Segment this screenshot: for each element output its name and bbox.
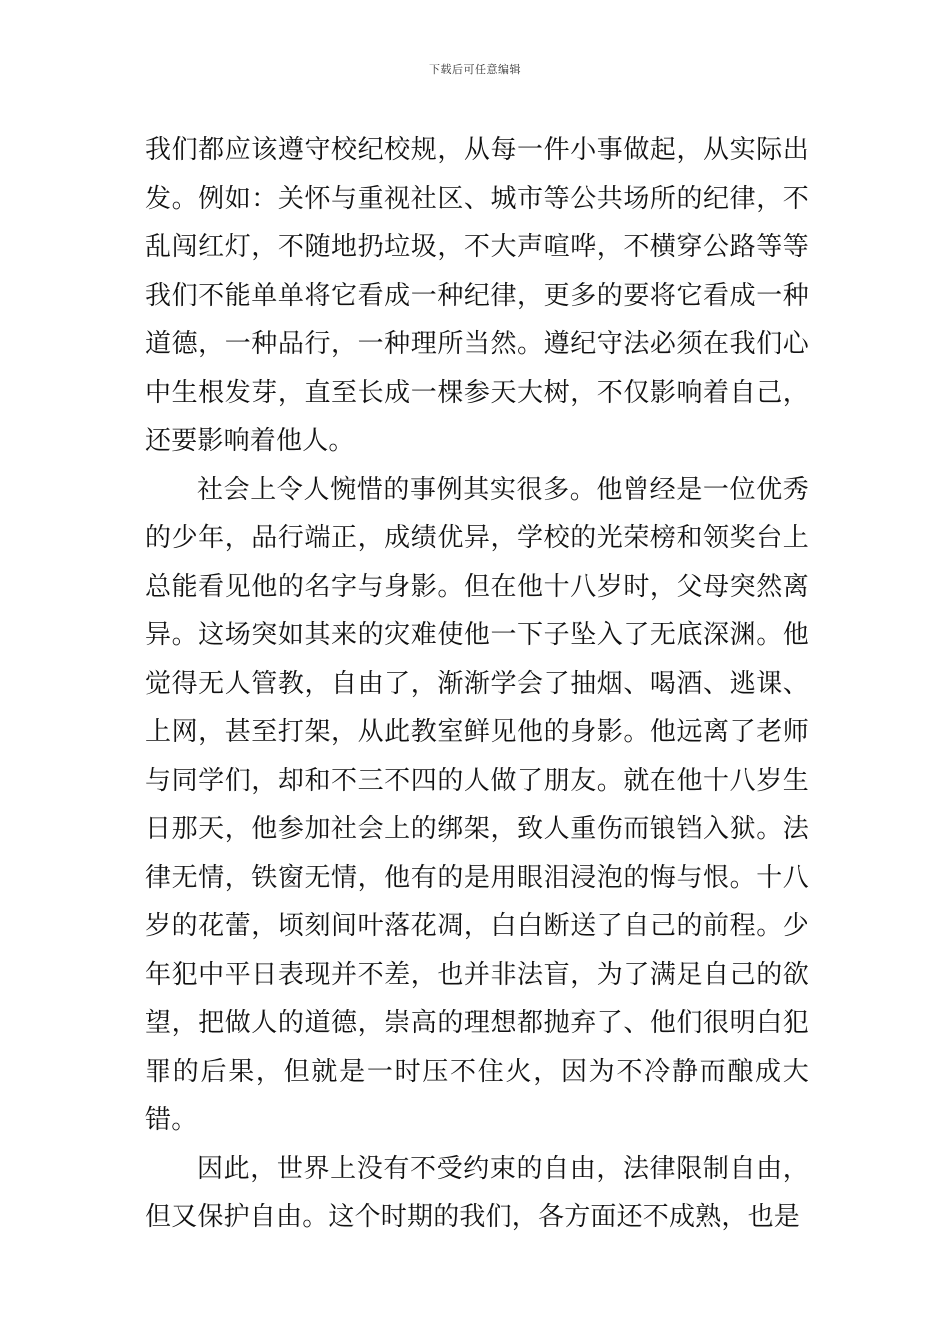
paragraph-2: 社会上令人惋惜的事例其实很多。他曾经是一位优秀的少年，品行端正，成绩优异，学校的光荣榜和领奖台上总能看见他的名字与身影。但在他十八岁时，父母突然离异。这场突如其来的灾难使他一下子坠入了无底深渊。他觉得无人管教，自由了，渐渐学会了抽烟、喝酒、逃课、上网，甚至打架，从此教室鲜见他的身影。他远离了老师与同学们，却和不三不四的人做了朋友。就在他十八岁生日那天，他参加社会上的绑架，致人重伤而锒铛入狱。法律无情，铁窗无情，他有的是用眼泪浸泡的悔与恨。十八岁的花蕾，顷刻间叶落花凋，白白断送了自己的前程。少年犯中平日表现并不差，也并非法盲，为了满足自己的欲望，把做人的道德，崇高的理想都抛弃了、他们很明白犯罪的后果，但就是一时压不住火，因为不冷静而酿成大错。 — [145, 474, 809, 1135]
paragraph-3: 因此，世界上没有不受约束的自由，法律限制自由，但又保护自由。这个时期的我们，各方面还不成熟，也是 — [145, 1153, 809, 1232]
paragraph-1: 我们都应该遵守校纪校规，从每一件小事做起，从实际出发。例如：关怀与重视社区、城市等公共场所的纪律，不乱闯红灯，不随地扔垃圾，不大声喧哗，不横穿公路等等我们不能单单将它看成一种纪律，更多的要将它看成一种道德，一种品行，一种理所当然。遵纪守法必须在我们心中生根发芽，直至长成一棵参天大树，不仅影响着自己，还要影响着他人。 — [145, 135, 809, 456]
header-note: 下载后可任意编辑 — [429, 63, 521, 76]
document-body — [145, 126, 809, 1242]
